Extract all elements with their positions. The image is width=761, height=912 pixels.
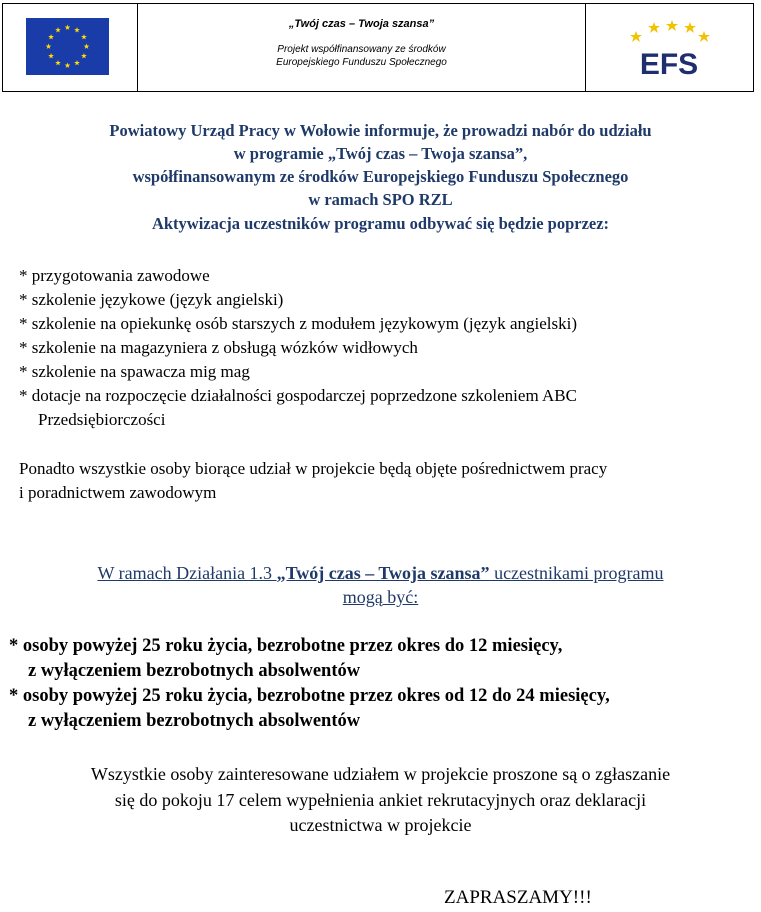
activity-item-continuation: Przedsiębiorczości	[38, 410, 166, 429]
eu-star-icon	[46, 44, 52, 49]
activity-item: * przygotowania zawodowe	[19, 266, 210, 285]
eu-star-icon	[65, 25, 71, 30]
project-subtitle-line2: Europejskiego Funduszu Społecznego	[276, 57, 447, 68]
eu-star-icon	[74, 60, 80, 65]
eligible-item-2-line-1: * osoby powyżej 25 roku życia, bezrobotne przez okres od 12 do 24 miesięcy,	[9, 686, 610, 706]
invite-text: ZAPRASZAMY!!!	[444, 887, 592, 908]
intro-line-5: Aktywizacja uczestników programu odbywać się będzie poprzez:	[151, 214, 610, 233]
activity-item: * szkolenie na magazyniera z obsługą wózków widłowych	[19, 338, 418, 357]
eu-star-icon	[74, 27, 80, 32]
eu-star-icon	[65, 63, 71, 68]
activity-item: * szkolenie na opiekunkę osób starszych z modułem językowym (język angielski)	[19, 314, 578, 333]
intro-line-4: w ramach SPO RZL	[308, 190, 453, 209]
measure-line-1	[0, 561, 761, 585]
eligible-item-1-line-2: z wyłączeniem bezrobotnych absolwentów	[28, 661, 361, 681]
mediation-line-2: i poradnictwem zawodowym	[19, 483, 217, 502]
closing-line-2: się do pokoju 17 celem wypełnienia ankiet rekrutacyjnych oraz deklaracji	[114, 790, 647, 810]
project-title-cell	[138, 4, 586, 91]
eu-flag-icon	[26, 18, 109, 75]
intro-line-2: w programie „Twój czas – Twoja szansa”,	[233, 144, 528, 163]
eligible-item-2-line-2: z wyłączeniem bezrobotnych absolwentów	[28, 711, 361, 731]
eligible-item-1-line-1: * osoby powyżej 25 roku życia, bezrobotne przez okres do 12 miesięcy,	[9, 636, 563, 656]
eu-star-icon	[48, 53, 54, 58]
efs-logo-icon	[624, 16, 714, 80]
project-subtitle-line1: Projekt współfinansowany ze środków	[277, 44, 446, 55]
mediation-line-1: Ponadto wszystkie osoby biorące udział w projekcie będą objęte pośrednictwem pracy	[19, 459, 608, 478]
eu-star-icon	[81, 53, 87, 58]
measure-suffix: uczestnikami programu	[489, 563, 664, 583]
eu-logo-cell	[3, 4, 138, 91]
eu-star-icon	[55, 60, 61, 65]
intro-line-3: współfinansowanym ze środków Europejskiego Funduszu Społecznego	[132, 167, 629, 186]
intro-line-1: Powiatowy Urząd Pracy w Wołowie informuje, że prowadzi nabór do udziału	[109, 121, 652, 140]
project-title: „Twój czas – Twoja szansa”	[288, 18, 435, 30]
eu-star-icon	[48, 34, 54, 39]
closing-line-1: Wszystkie osoby zainteresowane udziałem w projekcie proszone są o zgłaszanie	[90, 764, 671, 784]
efs-logo-text: EFS	[639, 48, 699, 80]
measure-line-2: mogą być:	[342, 587, 419, 607]
measure-prefix: W ramach Działania 1.3	[97, 563, 277, 583]
eu-star-icon	[55, 27, 61, 32]
eu-star-icon	[81, 34, 87, 39]
closing-line-3: uczestnictwa w projekcie	[289, 815, 472, 835]
eu-star-icon	[84, 44, 90, 49]
header-table	[2, 3, 754, 92]
activity-item: * szkolenie na spawacza mig mag	[19, 362, 250, 381]
efs-logo-cell	[586, 4, 753, 91]
measure-program: „Twój czas – Twoja szansa”	[276, 563, 490, 583]
activity-item: * dotacje na rozpoczęcie działalności gospodarczej poprzedzone szkoleniem ABC	[19, 386, 577, 405]
activity-item: * szkolenie językowe (język angielski)	[19, 290, 284, 309]
